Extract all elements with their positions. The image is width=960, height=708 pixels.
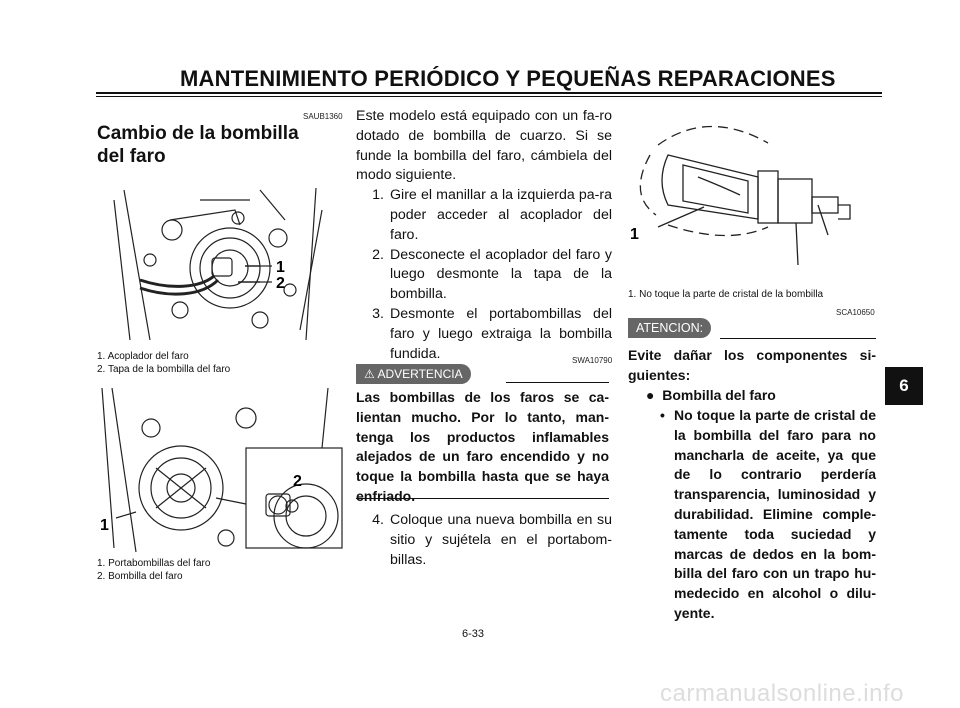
caution-badge — [628, 318, 711, 338]
fig1-caption — [97, 350, 230, 376]
sub-bullet-icon: • — [660, 407, 665, 423]
section-code: SAUB1360 — [303, 112, 343, 121]
figure-bulb-holder — [96, 388, 344, 552]
section-title-line2: del faro — [97, 146, 166, 167]
page-number: 6-33 — [462, 628, 485, 640]
fig1-callout-1: 1 — [276, 259, 285, 276]
fig2-callout-1: 1 — [100, 517, 109, 534]
warning-triangle-icon: ⚠ — [364, 367, 375, 381]
warning-rule-bottom — [356, 498, 609, 499]
step4 — [356, 511, 612, 570]
step-item: 1. Gire el manillar a la izquierda pa-ra poder acceder al acoplador del faro. — [372, 187, 612, 243]
watermark: carmanualsonline.info — [660, 680, 904, 707]
warning-label: ⚠ ADVERTENCIA — [356, 364, 471, 384]
steps-list — [356, 186, 612, 364]
warning-code: SWA10790 — [572, 356, 613, 365]
quartz-bulb-illustration — [628, 115, 874, 285]
section-title-line1: Cambio de la bombilla — [97, 123, 299, 144]
fig2-caption-2: 2. Bombilla del faro — [97, 571, 183, 582]
step-item: 2. Desconecte el acoplador del faro y luego desmonte la tapa de la bombilla. — [372, 246, 612, 303]
page-header-title: MANTENIMIENTO PERIÓDICO Y PEQUEÑAS REPARACIONES — [180, 66, 836, 91]
bullet-icon: ● — [646, 387, 655, 403]
warning-badge — [356, 364, 471, 384]
step-item: 4. Coloque una nueva bombilla en su sitio y sujétela en el portabom-billas. — [372, 512, 612, 568]
warning-text: Las bombillas de los faros se ca-lientan mucho. Por lo tanto, man-tenga los productos inflamables alejados de un faro encendido y no toque la bombilla hasta que se haya enfriado. — [356, 389, 609, 504]
caution-label: ATENCION: — [628, 318, 711, 338]
caution-bullet — [646, 386, 876, 406]
headlight-coupler-illustration — [110, 180, 326, 344]
intro-text: Este modelo está equipado con un fa-ro dotado de bombilla de cuarzo. Si se funde la bombilla del faro, cámbiela del modo siguiente. — [356, 108, 612, 184]
fig2-caption-1: 1. Portabombillas del faro — [97, 558, 211, 569]
header-rule — [96, 92, 882, 94]
caution-sub-text: No toque la parte de cristal de la bombilla del faro para no mancharla de aceite, ya que de lo contrario perdería transparencia, luminosidad y durabilidad. Elimine comple-tamente toda suciedad y marcas de dedos en la bom-billa del faro con un trapo hu-medecido en alcohol o dilu-yente. — [674, 407, 876, 621]
bulb-holder-illustration — [96, 388, 344, 552]
figure-headlight-coupler — [110, 180, 326, 344]
fig2-caption — [97, 557, 210, 583]
fig1-caption-2: 2. Tapa de la bombilla del faro — [97, 364, 231, 375]
fig1-caption-1: 1. Acoplador del faro — [97, 351, 189, 362]
fig3-caption: 1. No toque la parte de cristal de la bombilla — [628, 289, 824, 300]
caution-bullet-text: Bombilla del faro — [662, 387, 776, 403]
warning-rule-top — [506, 382, 609, 383]
column-procedure — [356, 107, 612, 364]
fig3-callout-1: 1 — [630, 226, 639, 243]
caution-subbullet — [660, 406, 876, 624]
fig2-callout-2: 2 — [293, 473, 302, 490]
step-item: 3. Desmonte el portabombillas del faro y luego extraiga la bombilla fundida. — [372, 305, 612, 362]
fig1-callout-2: 2 — [276, 275, 285, 292]
chapter-tab: 6 — [885, 367, 923, 405]
caution-intro: Evite dañar los componentes si-guientes: — [628, 347, 876, 383]
header-rule-thin — [96, 96, 882, 97]
caution-rule — [720, 338, 876, 339]
caution-code: SCA10650 — [836, 308, 875, 317]
section-title — [97, 122, 347, 168]
figure-bulb — [628, 115, 874, 285]
